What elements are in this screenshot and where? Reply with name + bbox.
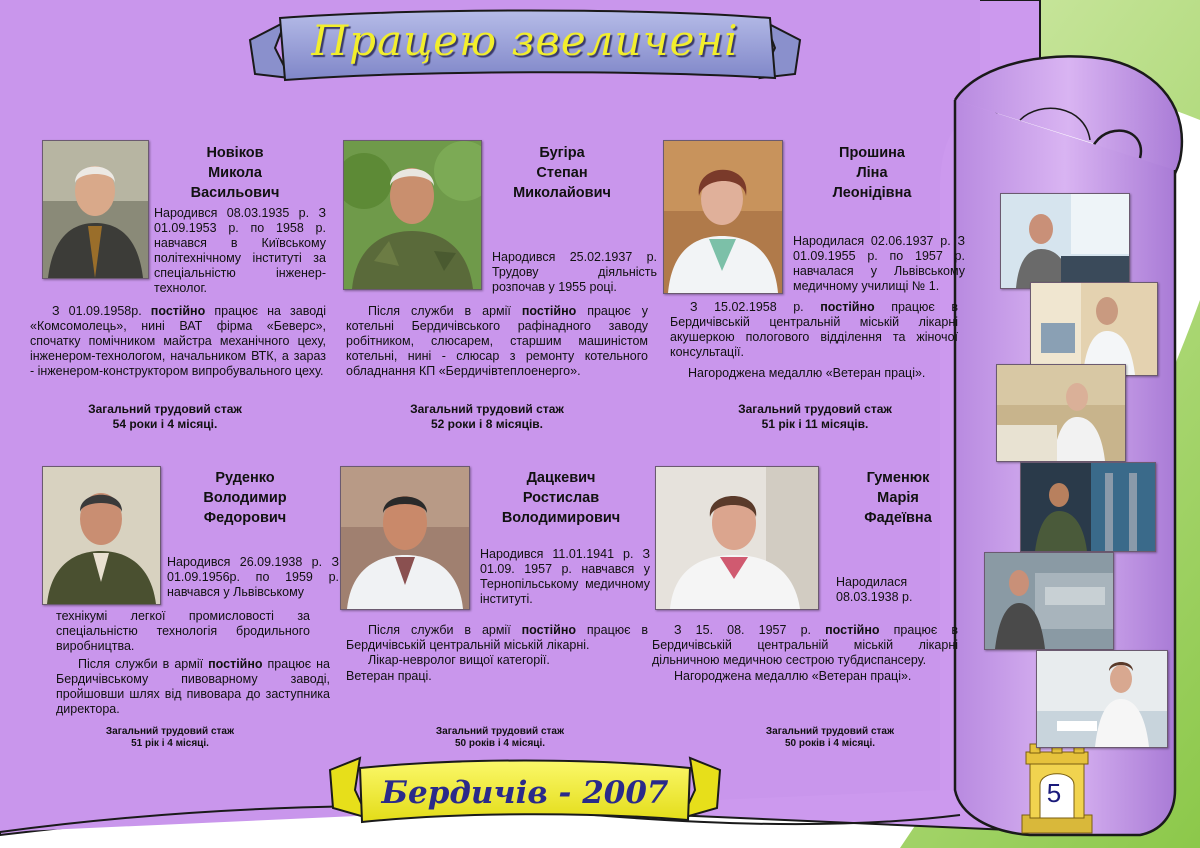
award-text: Нагороджена медаллю «Ветеран праці». (674, 669, 912, 683)
birth-text: Народилася 08.03.1938 р. (836, 575, 913, 604)
person-name (488, 143, 636, 203)
first-name: Марія (877, 490, 919, 506)
career-text: З 15.02.1958 р. постійно працює в Бердичівській центральній міській лікарні акушеркою пологового відділення та жіночої консультації. (670, 300, 958, 359)
work-experience: Загальний трудовий стаж 51 рік і 11 місяців. (738, 402, 892, 431)
workplace-photo (1036, 650, 1168, 748)
surname: Руденко (215, 470, 275, 486)
first-name: Степан (536, 165, 588, 181)
person-name (828, 468, 968, 528)
person-name (802, 143, 942, 203)
first-name: Володимир (203, 490, 287, 506)
birth-education-text: Народився 25.02.1937 р. Трудову діяльність розпочав у 1955 році. (492, 250, 657, 294)
workplace-photo (1000, 193, 1130, 289)
surname: Прошина (839, 145, 905, 161)
person-name (486, 468, 636, 528)
portrait-photo (42, 466, 161, 605)
portrait-photo (42, 140, 149, 279)
portrait-photo (655, 466, 819, 610)
patronymic: Федорович (203, 510, 287, 526)
portrait-photo (663, 140, 783, 294)
patronymic: Фадеївна (864, 510, 932, 526)
patronymic: Васильович (190, 185, 280, 201)
patronymic: Володимирович (501, 510, 621, 526)
work-experience: Загальний трудовий стаж 52 роки і 8 місяців. (410, 402, 564, 431)
workplace-photo (996, 364, 1126, 462)
surname: Гуменюк (866, 470, 930, 486)
portrait-photo (340, 466, 470, 610)
portrait-photo (343, 140, 482, 290)
work-experience: Загальний трудовий стаж 51 рік і 4 місяці. (105, 726, 235, 749)
first-name: Ліна (856, 165, 888, 181)
birth-education-text: Народився 08.03.1935 р. З 01.09.1953 р. по 1958 р. навчався в Київському політехнічному інституті за спеціальністю інженер-технолог. (154, 206, 326, 295)
person-name (160, 143, 310, 203)
surname: Новіков (206, 145, 264, 161)
footer-caption: Бердичів - 2007 (381, 775, 669, 811)
workplace-photo (1030, 282, 1158, 376)
career-text: Після служби в армії постійно працює в Бердичівській центральній міській лікарні. (346, 623, 649, 652)
qualification-text: Лікар-невролог вищої категорії. (368, 653, 550, 667)
veteran-text: Ветеран праці. (346, 669, 432, 683)
award-text: Нагороджена медаллю «Ветеран праці». (688, 366, 926, 380)
career-text: З 15. 08. 1957 р. постійно працює в Бердичівській центральній міській лікарні дільничною медичною сестрою тубдиспансеру. (652, 623, 958, 667)
career-text: Після служби в армії постійно працює на Бердичівському пивоварному заводі, пройшовши шлях від пивовара до заступника директора. (56, 657, 330, 716)
birth-education-text: Народилася 02.06.1937 р. З 01.09.1955 р. по 1957 р. навчалася у Львівському медичному училищі № 1. (793, 234, 965, 293)
surname: Дацкевич (526, 470, 596, 486)
birth-education-text: Народився 26.09.1938 р. З 01.09.1956р. по 1959 р. навчався у Львівському (167, 555, 339, 599)
work-experience: Загальний трудовий стаж 50 років і 4 місяці. (765, 726, 895, 749)
career-text: Після служби в армії постійно працює у котельні Бердичівського рафінадного заводу робітником, слюсарем, старшим машиністом котельні, нині - слюсар з ремонту котельного обладнання КП «Бердичівтеплоенерго». (346, 304, 648, 378)
career-text: З 01.09.1958р. постійно працює на заводі «Комсомолець», нині ВАТ фірма «Беверс», спочатку помічником майстра механічного цеху, інженером-технологом, начальником ВТК, а зараз - інженером-конструктором випробувального цеху. (30, 304, 326, 378)
work-experience: Загальний трудовий стаж 50 років і 4 місяці. (435, 726, 565, 749)
patronymic: Леонідівна (832, 185, 912, 201)
patronymic: Миколайович (513, 185, 611, 201)
workplace-photo (984, 552, 1114, 650)
page-number: 5 (1046, 778, 1062, 808)
birth-education-text-continued: технікумі легкої промисловості за спеціальністю технологія бродильного виробництва. (56, 609, 310, 653)
surname: Бугіра (539, 145, 585, 161)
workplace-photo (1020, 462, 1156, 552)
page-title: Працею звеличені (311, 16, 739, 65)
birth-education-text: Народився 11.01.1941 р. З 01.09. 1957 р. навчався у Тернопільському медичному інституті. (480, 547, 650, 606)
work-experience: Загальний трудовий стаж 54 роки і 4 місяці. (88, 402, 242, 431)
first-name: Ростислав (522, 490, 600, 506)
person-name (175, 468, 315, 528)
first-name: Микола (208, 165, 262, 181)
